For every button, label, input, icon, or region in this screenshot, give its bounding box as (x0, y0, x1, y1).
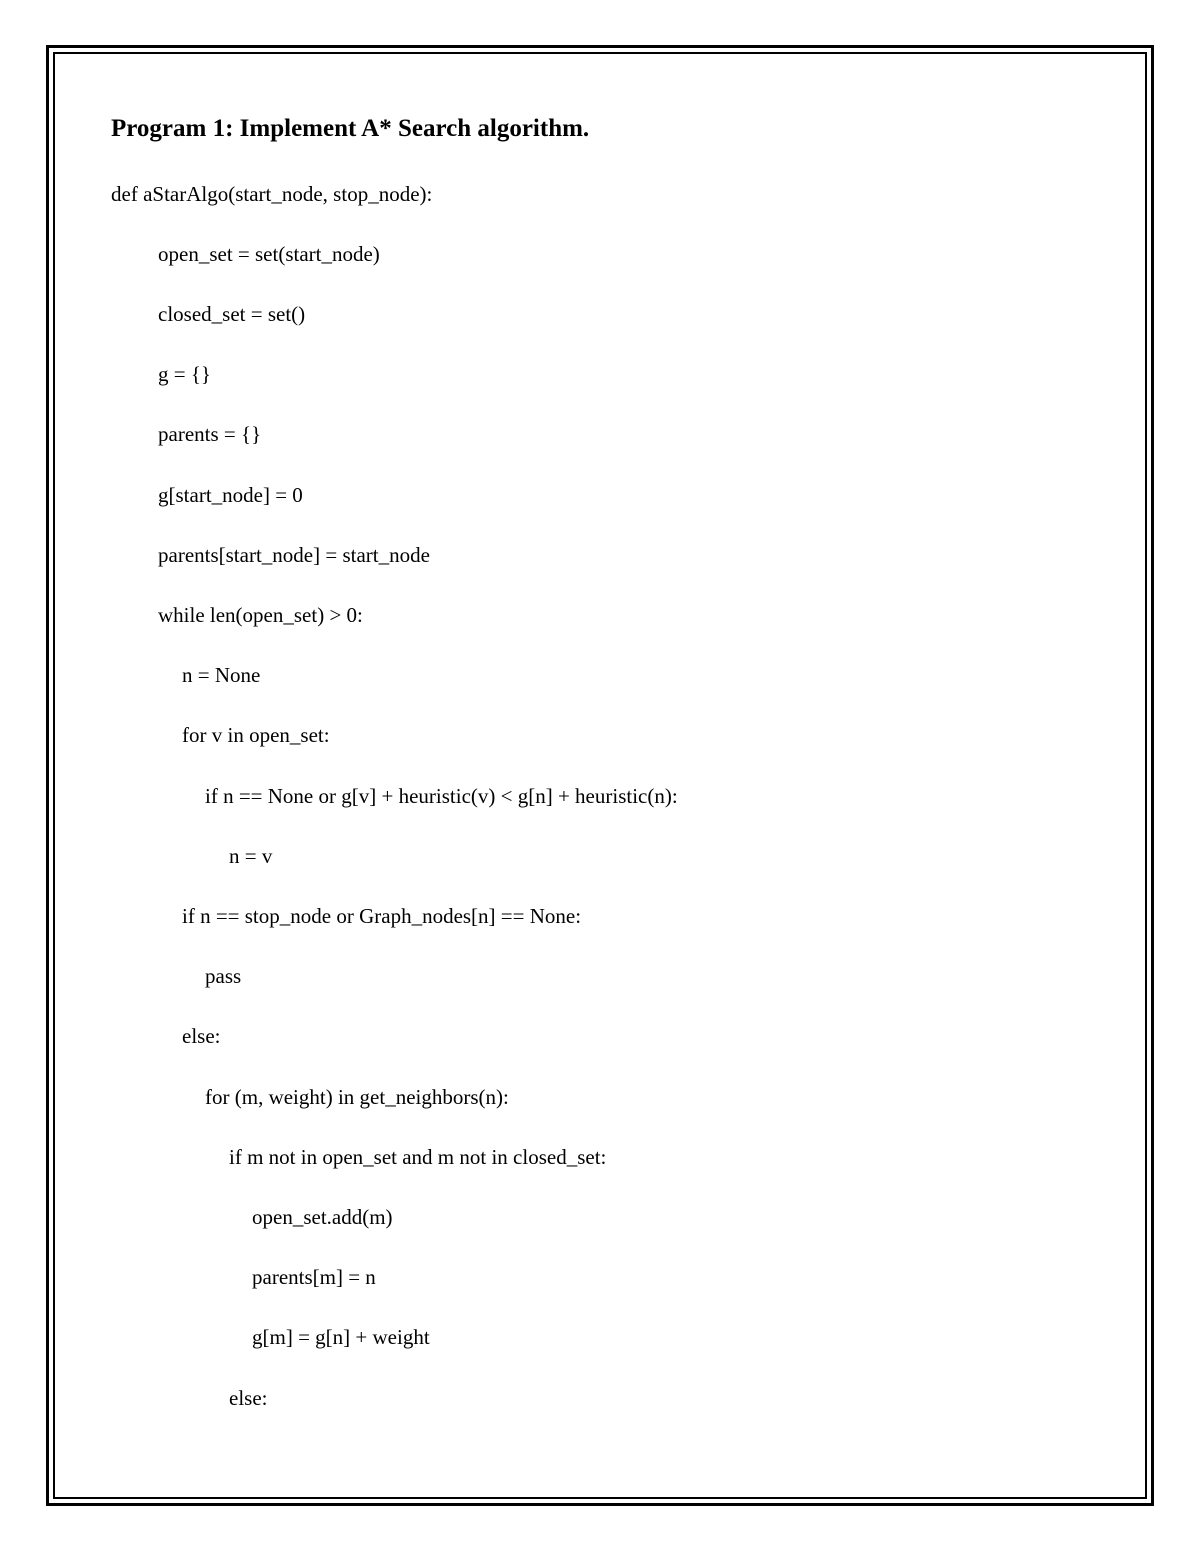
code-line: def aStarAlgo(start_node, stop_node): (111, 182, 433, 206)
code-line: n = None (182, 663, 261, 687)
code-line: parents = {} (158, 422, 262, 446)
code-line: for v in open_set: (182, 723, 330, 747)
code-line: while len(open_set) > 0: (158, 603, 363, 627)
code-line: g[m] = g[n] + weight (252, 1325, 430, 1349)
page-border-inner (53, 52, 1147, 1499)
code-line: g[start_node] = 0 (158, 483, 303, 507)
code-line: pass (205, 964, 242, 988)
code-line: n = v (229, 844, 273, 868)
code-line: g = {} (158, 362, 212, 386)
code-line: for (m, weight) in get_neighbors(n): (205, 1085, 509, 1109)
code-line: parents[m] = n (252, 1265, 376, 1289)
code-line: else: (182, 1024, 221, 1048)
code-line: parents[start_node] = start_node (158, 543, 430, 567)
code-line: if n == None or g[v] + heuristic(v) < g[n] + heuristic(n): (205, 784, 678, 808)
program-title: Program 1: Implement A* Search algorithm. (111, 115, 590, 142)
code-line: if n == stop_node or Graph_nodes[n] == None: (182, 904, 582, 928)
code-line: if m not in open_set and m not in closed_set: (229, 1145, 607, 1169)
code-line: else: (229, 1386, 268, 1410)
code-line: open_set.add(m) (252, 1205, 393, 1229)
code-line: closed_set = set() (158, 302, 306, 326)
code-line: open_set = set(start_node) (158, 242, 380, 266)
